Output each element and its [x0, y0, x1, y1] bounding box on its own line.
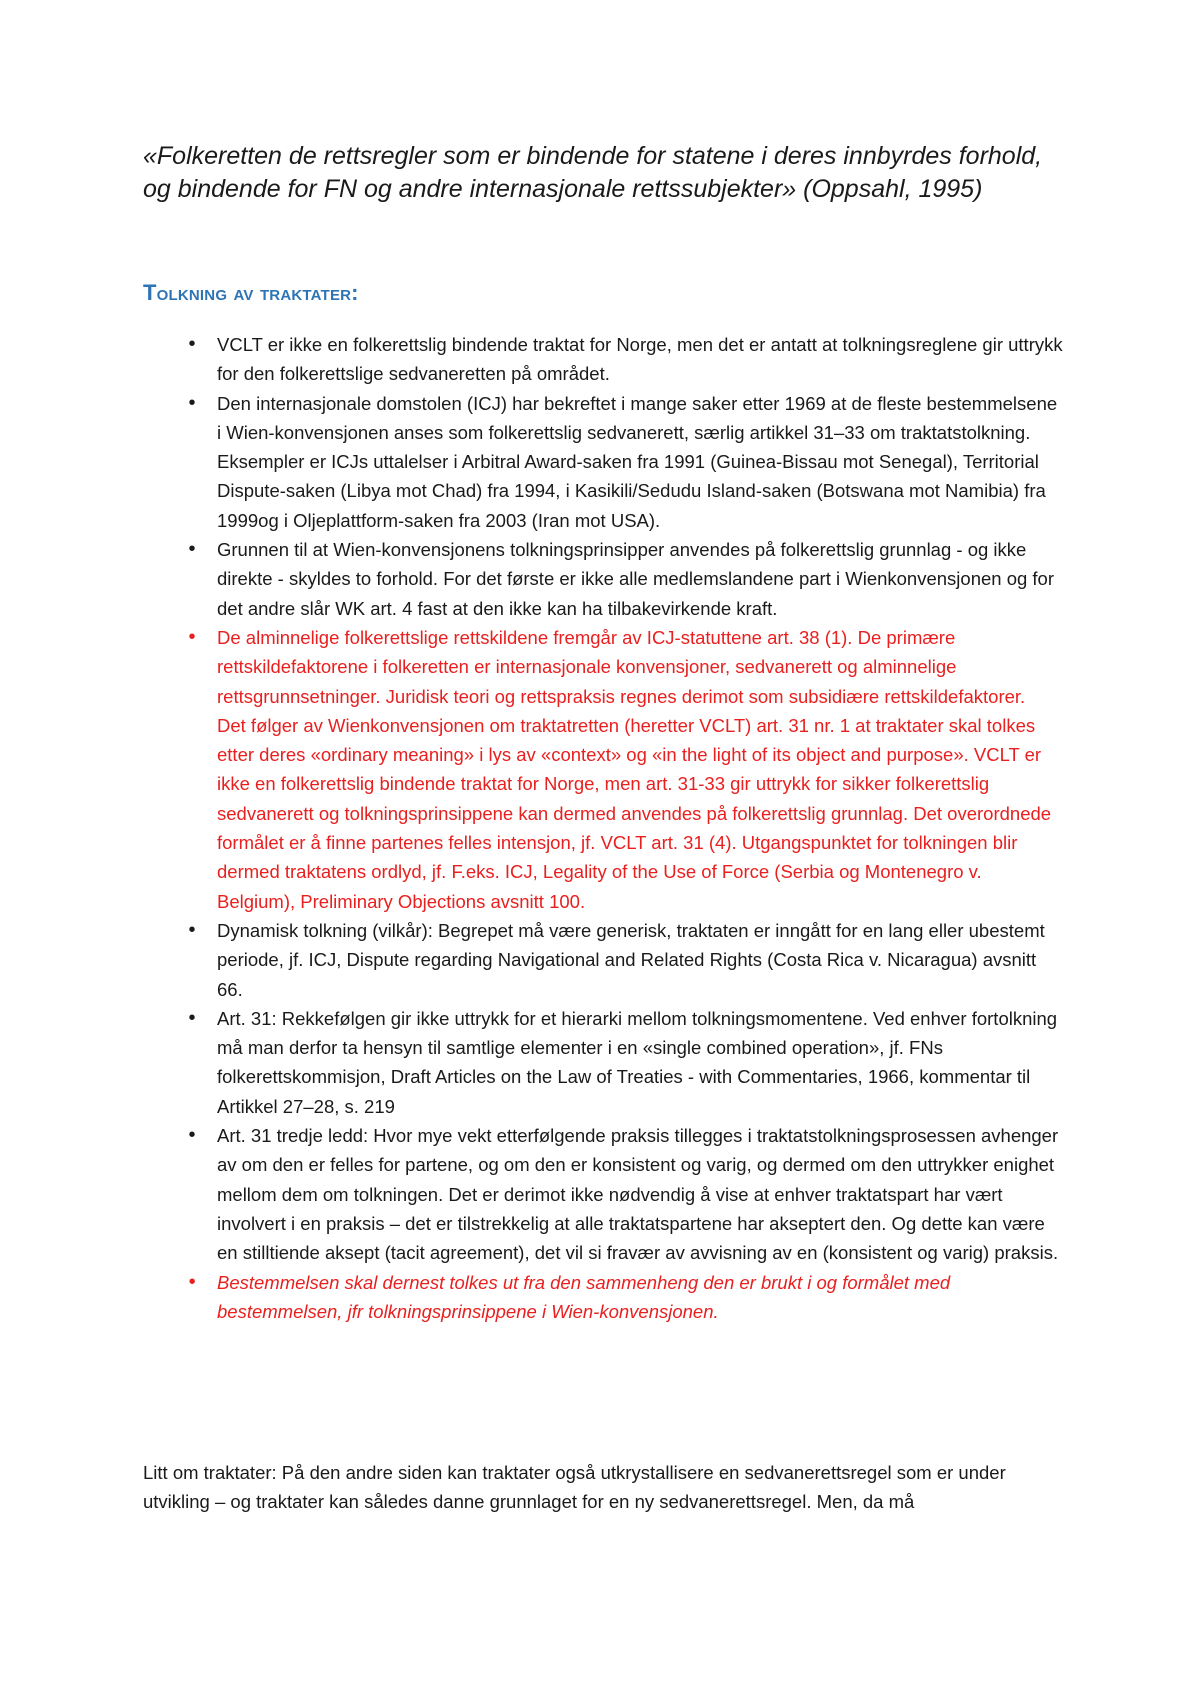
list-item — [143, 916, 1063, 1004]
bullet-list — [143, 330, 1063, 1326]
list-item — [143, 389, 1063, 535]
bullet-icon: • — [188, 918, 196, 941]
list-item-text-continued: Det følger av Wienkonvensjonen om traktatretten (heretter VCLT) art. 31 nr. 1 at traktater skal tolkes etter deres «ordinary meaning» i lys av «context» og «in the light of its object and purpose». VCLT er ikke en folkerettslig bindende traktat for Norge, men art. 31-33 gir uttrykk for sikker folkerettslig sedvanerett og tolkningsprinsippene kan dermed anvendes på folkerettslig grunnlag. Det overordnede formålet er å finne partenes felles intensjon, jf. VCLT art. 31 (4). Utgangspunktet for tolkningen blir dermed traktatens ordlyd, jf. F.eks. ICJ, Legality of the Use of Force (Serbia og Montenegro v. Belgium), Preliminary Objections avsnitt 100. — [217, 714, 1052, 912]
list-item — [143, 330, 1063, 389]
bullet-icon: • — [188, 538, 196, 561]
bullet-icon: • — [188, 625, 196, 648]
section-heading: Tolkning av traktater: — [143, 280, 359, 305]
list-item-text: Grunnen til at Wien-konvensjonens tolkningsprinsipper anvendes på folkerettslig grunnlag - og ikke direkte - skyldes to forhold. For det første er ikke alle medlemslandene part i Wienkonvensjonen og for det andre slår WK art. 4 fast at den ikke kan ha tilbakevirkende kraft. — [217, 539, 1055, 619]
list-item-text: De alminnelige folkerettslige rettskildene fremgår av ICJ-statuttene art. 38 (1). De primære rettskildefaktorene i folkeretten er internasjonale konvensjoner, sedvanerett og alminnelige rettsgrunnsetninger. Juridisk teori og rettspraksis regnes derimot som subsidiære rettskildefaktorer. — [217, 626, 1026, 707]
list-item-text: VCLT er ikke en folkerettslig bindende traktat for Norge, men det er antatt at tolkningsreglene gir uttrykk for den folkerettslige sedvaneretten på området. — [217, 334, 1063, 385]
list-item — [143, 623, 1063, 916]
list-item-text: Bestemmelsen skal dernest tolkes ut fra den sammenheng den er brukt i og formålet med bestemmelsen, jfr tolkningsprinsippene i Wien-konvensjonen. — [217, 1271, 951, 1322]
list-item — [143, 1004, 1063, 1121]
list-item-text: Art. 31: Rekkefølgen gir ikke uttrykk for et hierarki mellom tolkningsmomentene. Ved enhver fortolkning må man derfor ta hensyn til samtlige elementer i en «single combined operation», jf. FNs folkerettskommisjon, Draft Articles on the Law of Treaties - with Commentaries, 1966, kommentar til Artikkel 27–28, s. 219 — [217, 1007, 1058, 1117]
opening-quote: «Folkeretten de rettsregler som er bindende for statene i deres innbyrdes forhold, og bindende for FN og andre internasjonale rettssubjekter» (Oppsahl, 1995) — [143, 142, 1043, 203]
bullet-icon: • — [188, 333, 196, 355]
list-item — [143, 1121, 1063, 1267]
list-item — [143, 1268, 1063, 1327]
list-item — [143, 535, 1063, 623]
bullet-icon: • — [188, 1270, 196, 1293]
bullet-icon: • — [188, 1124, 196, 1147]
closing-paragraph: Litt om traktater: På den andre siden kan traktater også utkrystallisere en sedvanerettsregel som er under utvikling – og traktater kan således danne grunnlaget for en ny sedvanerettsregel. Men, da må — [143, 1462, 1006, 1513]
bullet-icon: • — [188, 391, 196, 414]
list-item-text: Dynamisk tolkning (vilkår): Begrepet må være generisk, traktaten er inngått for en lang eller ubestemt periode, jf. ICJ, Dispute regarding Navigational and Related Rights (Costa Rica v. Nicaragua) avsnitt 66. — [217, 919, 1045, 1000]
bullet-icon: • — [188, 1006, 196, 1029]
list-item-text: Art. 31 tredje ledd: Hvor mye vekt etterfølgende praksis tillegges i traktatstolkningsprosessen avhenger av om den er felles for partene, og om den er konsistent og varig, og dermed om den uttrykker enighet mellom dem om tolkningen. Det er derimot ikke nødvendig å vise at enhver traktatspart har vært involvert i en praksis – det er tilstrekkelig at alle traktatspartene har akseptert den. Og dette kan være en stilltiende aksept (tacit agreement), det vil si fravær av avvisning av en (konsistent og varig) praksis. — [217, 1125, 1059, 1264]
list-item-text: Den internasjonale domstolen (ICJ) har bekreftet i mange saker etter 1969 at de fleste bestemmelsene i Wien-konvensjonen anses som folkerettslig sedvanerett, særlig artikkel 31–33 om traktatstolkning. Eksempler er ICJs uttalelser i Arbitral Award-saken fra 1991 (Guinea-Bissau mot Senegal), Territorial Dispute-saken (Libya mot Chad) fra 1994, i Kasikili/Sedudu Island-saken (Botswana mot Namibia) fra 1999og i Oljeplattform-saken fra 2003 (Iran mot USA). — [217, 392, 1058, 531]
